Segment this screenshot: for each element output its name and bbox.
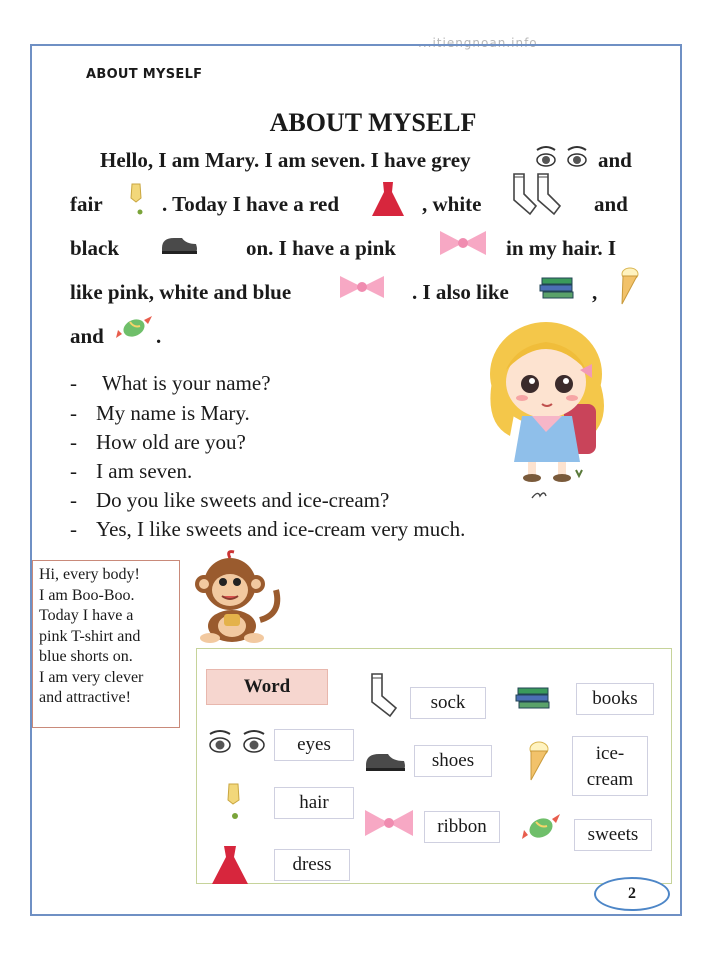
word-ice-cream-line: cream bbox=[586, 769, 634, 790]
note-line: pink T-shirt and bbox=[39, 627, 141, 645]
dash: - bbox=[70, 371, 77, 395]
dialogue-text: How old are you? bbox=[96, 430, 246, 454]
text: . I also like bbox=[412, 280, 509, 304]
paragraph-line-3 bbox=[70, 236, 640, 266]
text: fair bbox=[70, 192, 103, 216]
text: black bbox=[70, 236, 120, 260]
shoes-icon bbox=[160, 232, 200, 256]
boo-boo-note bbox=[32, 560, 180, 728]
dash: - bbox=[70, 401, 77, 425]
books-icon bbox=[538, 274, 578, 304]
word-hair: hair bbox=[274, 787, 354, 819]
note-line: Today I have a bbox=[39, 607, 134, 624]
word-sock: sock bbox=[410, 687, 486, 719]
note-line: blue shorts on. bbox=[39, 648, 133, 665]
word-header: Word bbox=[206, 669, 328, 705]
dash: - bbox=[70, 430, 77, 454]
sprout-icon bbox=[530, 490, 548, 500]
text: , bbox=[592, 280, 598, 304]
word-eyes: eyes bbox=[274, 729, 354, 761]
word-ice-cream bbox=[572, 736, 648, 796]
books-icon bbox=[514, 684, 554, 714]
eyes-icon bbox=[534, 144, 592, 170]
text: . bbox=[156, 324, 162, 348]
word-books: books bbox=[576, 683, 654, 715]
eyes-icon bbox=[206, 728, 270, 756]
page-number: 2 bbox=[594, 877, 670, 911]
text: and bbox=[70, 324, 104, 348]
page-title: ABOUT MYSELF bbox=[269, 108, 477, 137]
shoes-icon bbox=[364, 748, 408, 774]
dialogue-line bbox=[70, 401, 250, 426]
page-header: ABOUT MYSELF bbox=[86, 67, 203, 82]
socks-icon bbox=[508, 172, 566, 218]
text: and bbox=[594, 192, 628, 216]
note-line: and attractive! bbox=[39, 689, 131, 706]
text: , white bbox=[422, 192, 482, 216]
note-line: I am very clever bbox=[39, 668, 144, 686]
watermark: ...itiengnoan.info bbox=[418, 36, 538, 50]
text: on. I have a pink bbox=[246, 236, 396, 260]
word-dress: dress bbox=[274, 849, 350, 881]
word-shoes: shoes bbox=[414, 745, 492, 777]
hair-icon bbox=[222, 782, 248, 824]
word-sweets: sweets bbox=[574, 819, 652, 851]
note-line: I am Boo-Boo. bbox=[39, 586, 135, 604]
sweets-icon bbox=[520, 808, 562, 848]
dialogue-line bbox=[70, 371, 271, 396]
text: in my hair. I bbox=[506, 236, 617, 260]
ribbon-icon bbox=[362, 806, 416, 840]
ribbon-icon bbox=[436, 228, 490, 258]
ribbon-icon bbox=[336, 272, 388, 302]
word-ice-cream-line: ice- bbox=[595, 743, 625, 764]
sock-icon bbox=[364, 672, 400, 718]
text: and bbox=[598, 148, 632, 172]
text: like pink, white and blue bbox=[70, 280, 292, 304]
text: Hello, I am Mary. I am seven. I have grey bbox=[100, 148, 471, 172]
dialogue-text: What is your name? bbox=[102, 371, 271, 395]
dialogue-text: Yes, I like sweets and ice-cream very much. bbox=[96, 517, 466, 541]
dash: - bbox=[70, 517, 77, 541]
dash: - bbox=[70, 488, 77, 512]
dialogue-line bbox=[70, 517, 465, 542]
sweets-icon bbox=[114, 310, 154, 346]
dialogue-text: I am seven. bbox=[96, 459, 193, 483]
paragraph-line-2 bbox=[70, 192, 640, 222]
dash: - bbox=[70, 459, 77, 483]
dialogue-line bbox=[70, 459, 192, 484]
dress-icon bbox=[370, 180, 406, 220]
dialogue-line bbox=[70, 430, 246, 455]
paragraph-line-4 bbox=[70, 280, 640, 310]
word-ribbon: ribbon bbox=[424, 811, 500, 843]
dialogue-text: Do you like sweets and ice-cream? bbox=[96, 488, 390, 512]
hair-icon bbox=[126, 182, 150, 218]
ice-cream-icon bbox=[614, 266, 640, 306]
dialogue-line bbox=[70, 488, 389, 513]
text: . Today I have a red bbox=[162, 192, 339, 216]
girl-illustration bbox=[476, 312, 626, 488]
monkey-illustration bbox=[190, 550, 284, 646]
dress-icon bbox=[210, 844, 250, 886]
dialogue-text: My name is Mary. bbox=[96, 401, 250, 425]
note-line: Hi, every body! bbox=[39, 566, 140, 583]
ice-cream-icon bbox=[522, 740, 550, 782]
